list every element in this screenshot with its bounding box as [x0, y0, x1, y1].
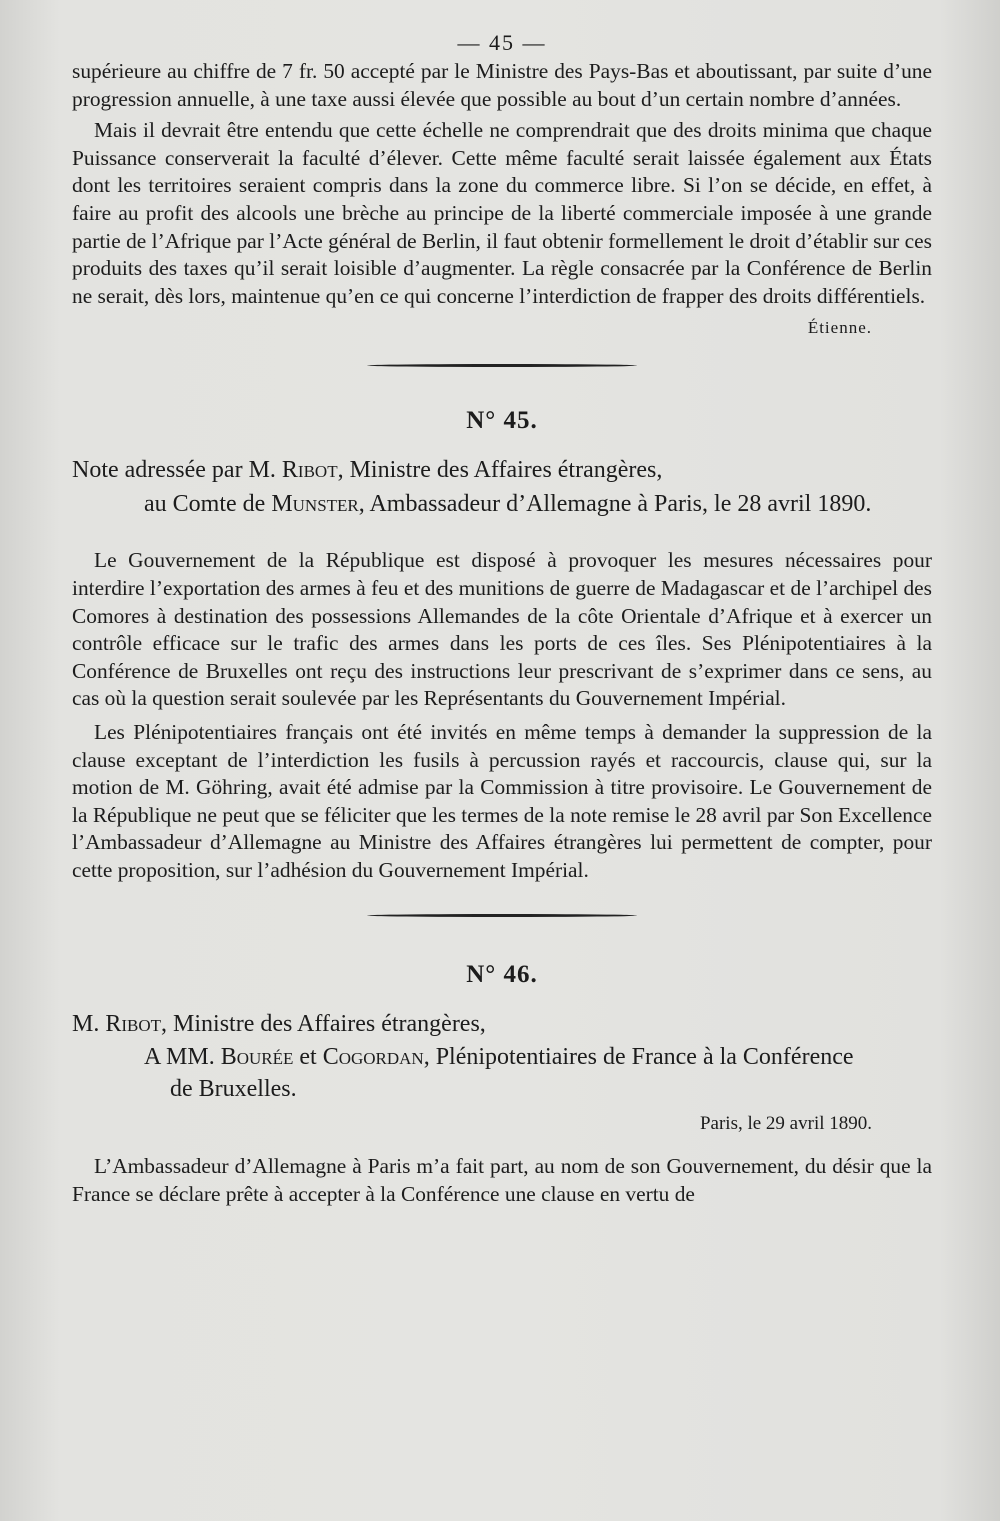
page-number: — 45 — — [457, 30, 547, 55]
doc46-date: Paris, le 29 avril 1890. — [699, 1113, 872, 1135]
title-text: , Ministre des Affaires étrangères, — [337, 457, 663, 484]
signature-etienne: Étienne. — [807, 318, 872, 338]
doc45-paragraph-rifles: Les Plénipotentiaires français ont été invités en même temps à demander la suppression de la clause exceptant de l’interdiction les fusils à percussion rayés et raccourcis, clause qui, sur la motion de M. Göhring, avait été admise par la Commission à titre provisoire. Le Gouvernement de la République ne peut que se féliciter que les termes de la note remise le 28 avril par Son Excellence l’Ambassadeur d’Allemagne au Ministre des Affaires étrangères lui permettent de compter, pour cette proposition, sur l’adhésion du Gouvernement Impérial. — [72, 719, 932, 882]
title-text: au Comte de — [144, 491, 272, 518]
section-divider — [367, 364, 637, 367]
name-munster: Munster — [271, 491, 359, 518]
sender-text: , Ministre des Affaires étrangères, — [161, 1011, 486, 1038]
name-cogordan: Cogordan — [322, 1044, 424, 1071]
recipient-text: de Bruxelles. — [170, 1076, 297, 1103]
doc46-sender — [72, 1007, 932, 1041]
sender-text: M. — [72, 1011, 106, 1038]
title-text: , Ambassadeur d’Allemagne à Paris, le 28 avril 1890. — [358, 491, 872, 518]
recipient-text: A MM. — [144, 1044, 221, 1071]
name-ribot: Ribot — [105, 1011, 162, 1038]
paragraph-alcohol-duties: Mais il devrait être entendu que cette échelle ne comprendrait que des droits minima que chaque Puissance conserverait la faculté d’élever. Cette même faculté serait laissée également aux États dont les territoires seraient compris dans la zone du commerce libre. Si l’on se décide, en effet, à faire au profit des alcools une brèche au principe de la liberté commerciale imposée à une grande partie de l’Afrique par l’Acte général de Berlin, il faut obtenir formellement le droit d’établir sur ces produits des taxes qu’il serait loisible d’augmenter. La règle consacrée par la Conférence de Berlin ne serait, dès lors, maintenue qu’en ce qui concerne l’interdiction de frapper des droits différentiels. — [72, 118, 932, 308]
doc45-title-line-1 — [72, 453, 932, 487]
doc45-paragraph-arms-export: Le Gouvernement de la République est disposé à provoquer les mesures nécessaires pour interdire l’exportation des armes à feu et des munitions de guerre de Madagascar et de l’archipel des Comores à destination des possessions Allemandes de la côte Orientale d’Afrique et à exercer un contrôle efficace sur le trafic des armes dans les ports de ces îles. Ses Plénipotentiaires à la Conférence de Bruxelles ont reçu des instructions leur prescrivant de s’exprimer dans ce sens, au cas où la question serait soulevée par les Représentants du Gouvernement Impérial. — [72, 548, 932, 711]
recipient-text: et — [293, 1044, 323, 1071]
doc46-recipients — [72, 1041, 932, 1105]
section-divider — [367, 914, 637, 917]
recipient-text: , Plénipotentiaires de France à la Conférence — [423, 1044, 854, 1071]
name-bouree: Bourée — [220, 1044, 294, 1071]
title-text: Note adressée par M. — [72, 457, 282, 484]
document-number-46: N° 46. — [466, 961, 538, 989]
document-number-45: N° 45. — [466, 407, 538, 435]
doc46-paragraph-opening: L’Ambassadeur d’Allemagne à Paris m’a fait part, au nom de son Gouvernement, du désir que la France se déclare prête à accepter à la Conférence une clause en vertu de — [72, 1154, 932, 1207]
name-ribot: Ribot — [281, 457, 338, 484]
doc45-title-line-2 — [72, 487, 932, 521]
paragraph-continuation: supérieure au chiffre de 7 fr. 50 accepté par le Ministre des Pays-Bas et aboutissant, par suite d’une progression annuelle, à une taxe aussi élevée que possible au bout d’un certain nombre d’années. — [72, 59, 932, 111]
